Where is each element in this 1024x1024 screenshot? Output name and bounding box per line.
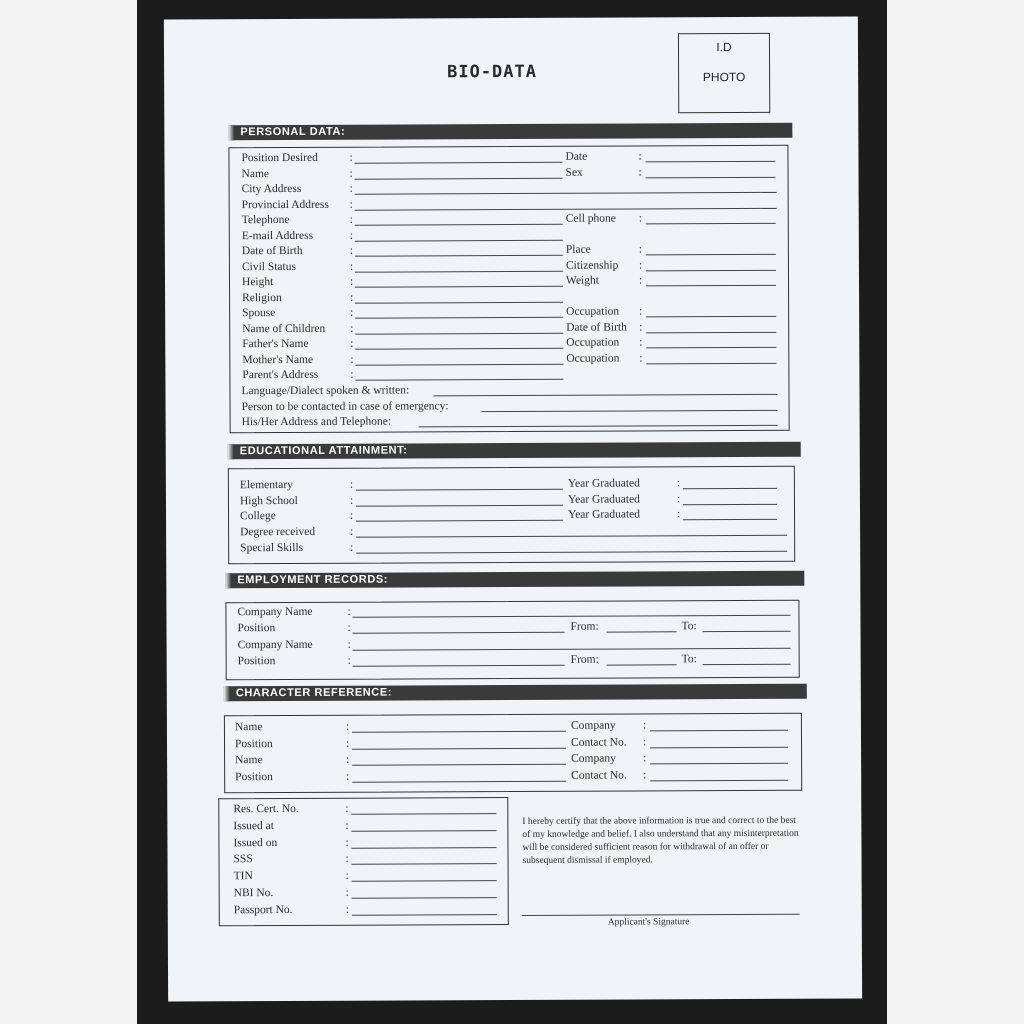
- field-colon: :: [350, 541, 354, 554]
- field-colon: :: [349, 182, 353, 195]
- education-field-label: Special Skills: [240, 541, 304, 554]
- personal-field-right-label: Cell phone: [565, 212, 616, 225]
- field-colon: :: [643, 768, 647, 781]
- field-colon: :: [347, 605, 351, 618]
- education-field-label: Elementary: [239, 478, 293, 492]
- field-colon: :: [639, 351, 643, 364]
- section-employment-records: EMPLOYMENT RECORDS:: [225, 571, 804, 589]
- field-colon: :: [346, 753, 350, 766]
- field-colon: :: [345, 869, 349, 882]
- employment-to-label: To:: [681, 620, 697, 633]
- field-colon: :: [350, 510, 354, 523]
- personal-field-label: Name of Children: [242, 322, 326, 335]
- field-colon: :: [349, 260, 354, 273]
- education-box: [228, 466, 795, 564]
- field-colon: :: [345, 720, 350, 733]
- field-colon: :: [642, 719, 647, 732]
- field-colon: :: [345, 737, 350, 750]
- field-colon: :: [349, 494, 354, 507]
- personal-field-label: Provincial Address: [241, 198, 329, 211]
- field-colon: :: [349, 478, 354, 491]
- personal-field-right-label: Weight: [565, 274, 599, 287]
- personal-field-label: Height: [241, 276, 274, 289]
- field-colon: :: [639, 336, 643, 349]
- employment-field-label: Company Name: [237, 605, 313, 619]
- field-colon: :: [638, 150, 642, 163]
- section-character-reference: CHARACTER REFERENCE:: [224, 684, 807, 702]
- id-photo-box: [678, 33, 770, 113]
- education-field-right-label: Year Graduated: [567, 477, 640, 490]
- character-field-label: Name: [235, 754, 263, 767]
- photo-box-line2: PHOTO: [702, 69, 746, 85]
- personal-field-right-label: Date: [565, 150, 588, 163]
- field-colon: :: [349, 244, 354, 257]
- field-colon: :: [643, 752, 647, 765]
- field-colon: :: [349, 151, 353, 164]
- field-colon: :: [350, 353, 354, 366]
- personal-field-label: E-mail Address: [241, 229, 314, 242]
- field-colon: :: [350, 525, 354, 538]
- personal-field-label: Religion: [242, 291, 282, 304]
- field-colon: :: [347, 654, 351, 667]
- field-colon: :: [350, 337, 354, 350]
- personal-long-label: Language/Dialect spoken & written:: [241, 384, 410, 398]
- field-colon: :: [639, 320, 643, 333]
- personal-field-label: Position Desired: [241, 151, 318, 165]
- personal-long-label: Person to be contacted in case of emergency:: [241, 399, 449, 413]
- field-colon: :: [345, 903, 349, 916]
- field-colon: :: [676, 477, 681, 490]
- photo-box-line1: I.D: [716, 40, 732, 55]
- field-colon: :: [347, 622, 351, 635]
- employment-from-label: From:: [570, 653, 599, 666]
- section-personal-data: PERSONAL DATA:: [228, 123, 792, 140]
- education-field-right-label: Year Graduated: [567, 493, 640, 506]
- personal-field-right-label: Occupation: [566, 352, 620, 365]
- personal-field-label: City Address: [241, 182, 302, 196]
- personal-field-label: Telephone: [241, 213, 290, 227]
- field-colon: :: [349, 198, 353, 211]
- personal-field-label: Father's Name: [242, 337, 309, 351]
- personal-field-right-label: Occupation: [566, 305, 620, 318]
- personal-field-label: Parent's Address: [242, 368, 319, 382]
- field-colon: :: [349, 229, 354, 242]
- certification-statement: I hereby certify that the above information is true and correct to the best of my knowledge and belief. I also understand that any misinterpretation will be considered sufficient reason for withdrawal of an offer or subsequent dismissal if employed.: [522, 815, 799, 866]
- personal-field-right-label: Place: [565, 243, 591, 256]
- id-field-label: Issued on: [233, 836, 278, 849]
- id-field-label: Issued at: [233, 819, 274, 833]
- personal-field-label: Mother's Name: [242, 353, 314, 366]
- field-colon: :: [346, 770, 350, 783]
- education-field-label: College: [240, 510, 276, 523]
- character-field-right-label: Contact No.: [570, 736, 627, 749]
- employment-field-label: Position: [237, 622, 276, 635]
- field-colon: :: [638, 243, 643, 256]
- field-colon: :: [350, 306, 354, 319]
- education-field-label: Degree received: [240, 525, 316, 539]
- id-field-label: NBI No.: [233, 887, 274, 900]
- employment-field-label: Company Name: [237, 638, 313, 651]
- field-colon: :: [347, 638, 351, 651]
- field-colon: :: [638, 165, 642, 178]
- field-colon: :: [349, 275, 354, 288]
- field-colon: :: [642, 735, 647, 748]
- field-colon: :: [638, 212, 642, 225]
- id-field-label: Passport No.: [233, 903, 293, 917]
- field-colon: :: [345, 802, 349, 815]
- field-colon: :: [350, 322, 354, 335]
- id-field-label: Res. Cert. No.: [233, 802, 299, 816]
- personal-field-right-label: Date of Birth: [566, 321, 627, 334]
- field-colon: :: [345, 836, 349, 849]
- personal-field-right-label: Citizenship: [565, 259, 619, 272]
- field-colon: :: [349, 167, 353, 180]
- personal-field-label: Civil Status: [241, 260, 296, 273]
- field-colon: :: [345, 886, 349, 899]
- character-field-label: Position: [234, 737, 273, 750]
- field-colon: :: [676, 492, 681, 505]
- personal-field-label: Spouse: [242, 307, 276, 320]
- section-educational-attainment: EDUCATIONAL ATTAINMENT:: [228, 442, 801, 460]
- field-colon: :: [677, 508, 681, 521]
- personal-field-right-label: Occupation: [566, 336, 620, 349]
- field-colon: :: [638, 258, 643, 271]
- character-field-label: Name: [234, 721, 263, 734]
- education-field-label: High School: [239, 494, 298, 507]
- field-colon: :: [345, 853, 349, 866]
- education-field-right-label: Year Graduated: [568, 508, 641, 522]
- field-colon: :: [639, 305, 643, 318]
- character-field-right-label: Contact No.: [571, 769, 627, 782]
- personal-field-label: Name: [241, 167, 270, 180]
- id-field-label: SSS: [233, 853, 253, 866]
- personal-field-right-label: Sex: [565, 166, 583, 179]
- character-field-right-label: Company: [570, 719, 616, 732]
- personal-field-label: Date of Birth: [241, 244, 303, 258]
- field-colon: :: [638, 274, 643, 287]
- signature-label: Applicant's Signature: [607, 917, 690, 928]
- employment-to-label: To:: [681, 653, 697, 666]
- character-field-right-label: Company: [571, 752, 616, 765]
- personal-long-label: His/Her Address and Telephone:: [241, 415, 392, 429]
- character-field-label: Position: [235, 770, 273, 783]
- id-field-label: TIN: [233, 870, 253, 883]
- field-colon: :: [350, 368, 354, 381]
- field-colon: :: [345, 819, 349, 832]
- field-colon: :: [349, 213, 353, 226]
- signature-line[interactable]: [522, 914, 800, 916]
- form-title: BIO-DATA: [447, 61, 538, 83]
- employment-field-label: Position: [237, 654, 276, 668]
- field-colon: :: [350, 291, 354, 304]
- bio-data-form-sheet: [164, 16, 862, 1001]
- employment-from-label: From:: [570, 620, 599, 634]
